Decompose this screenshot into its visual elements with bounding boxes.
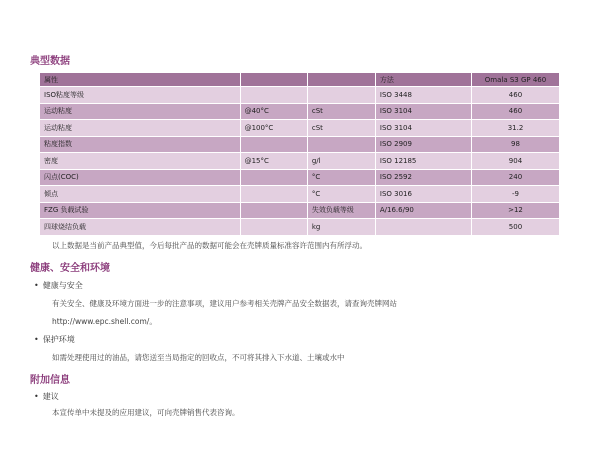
section-title-additional: 附加信息 bbox=[30, 375, 70, 386]
cell-value: 98 bbox=[471, 136, 559, 153]
table-row bbox=[40, 120, 560, 137]
environment-title: 保护环境 bbox=[42, 335, 75, 344]
cell-property: 运动粘度 bbox=[40, 120, 240, 137]
table-row bbox=[40, 169, 560, 186]
cell-value: 31.2 bbox=[471, 120, 559, 137]
cell-property: 粘度指数 bbox=[40, 136, 240, 153]
cell-value: 500 bbox=[471, 219, 559, 236]
cell-condition bbox=[240, 219, 307, 236]
cell-value: -9 bbox=[471, 186, 559, 203]
header-method: 方法 bbox=[375, 73, 471, 87]
cell-unit: kg bbox=[307, 219, 375, 236]
cell-property: 倾点 bbox=[40, 186, 240, 203]
cell-unit: cSt bbox=[307, 120, 375, 137]
cell-method bbox=[375, 219, 471, 236]
bullet: • bbox=[34, 281, 39, 290]
cell-value: 904 bbox=[471, 153, 559, 170]
cell-method: ISO 12185 bbox=[375, 153, 471, 170]
table-row bbox=[40, 219, 560, 236]
advice-text: 本宣传单中未提及的应用建议，可向壳牌销售代表咨询。 bbox=[52, 408, 240, 417]
health-safety-title: 健康与安全 bbox=[42, 281, 83, 290]
cell-condition bbox=[240, 186, 307, 203]
cell-property: 闪点(COC) bbox=[40, 169, 240, 186]
cell-condition bbox=[240, 136, 307, 153]
cell-condition: @15°C bbox=[240, 153, 307, 170]
cell-method: ISO 3448 bbox=[375, 87, 471, 104]
header-condition bbox=[240, 73, 307, 87]
cell-method: ISO 2909 bbox=[375, 136, 471, 153]
cell-value: 240 bbox=[471, 169, 559, 186]
cell-unit: cSt bbox=[307, 103, 375, 120]
cell-property: FZG 负载试验 bbox=[40, 202, 240, 219]
cell-condition bbox=[240, 202, 307, 219]
header-product: Omala S3 GP 460 bbox=[471, 73, 559, 87]
cell-condition bbox=[240, 169, 307, 186]
typical-data-table bbox=[40, 73, 560, 236]
section-title-hse: 健康、安全和环境 bbox=[30, 263, 110, 274]
cell-method: ISO 3104 bbox=[375, 120, 471, 137]
table-header-row bbox=[40, 73, 560, 87]
environment-heading bbox=[34, 334, 75, 345]
advice-title: 建议 bbox=[42, 392, 59, 401]
data-note: 以上数据是当前产品典型值，今后每批产品的数据可能会在壳牌质量标准容许范围内有所浮动。 bbox=[52, 241, 367, 250]
cell-condition bbox=[240, 87, 307, 104]
table-row bbox=[40, 136, 560, 153]
cell-condition: @40°C bbox=[240, 103, 307, 120]
section-title-typical-data: 典型数据 bbox=[30, 56, 70, 67]
cell-unit: 失效负载等级 bbox=[307, 202, 375, 219]
cell-value: 460 bbox=[471, 103, 559, 120]
cell-unit bbox=[307, 136, 375, 153]
cell-method: ISO 3104 bbox=[375, 103, 471, 120]
header-property: 属性 bbox=[40, 73, 240, 87]
cell-value: 460 bbox=[471, 87, 559, 104]
cell-unit: g/l bbox=[307, 153, 375, 170]
cell-method: A/16.6/90 bbox=[375, 202, 471, 219]
table-row bbox=[40, 103, 560, 120]
health-safety-text: 有关安全、健康及环境方面进一步的注意事项，建议用户参考相关壳牌产品安全数据表，请查询壳牌网站 bbox=[52, 299, 397, 308]
cell-value: >12 bbox=[471, 202, 559, 219]
bullet: • bbox=[34, 392, 39, 401]
environment-text: 如需处理使用过的油品，请您送至当局指定的回收点，不可将其排入下水道、土壤或水中 bbox=[52, 353, 345, 362]
cell-unit bbox=[307, 87, 375, 104]
health-safety-heading bbox=[34, 280, 83, 291]
table-row bbox=[40, 186, 560, 203]
header-unit bbox=[307, 73, 375, 87]
cell-property: 四球烧结负载 bbox=[40, 219, 240, 236]
cell-method: ISO 3016 bbox=[375, 186, 471, 203]
advice-heading bbox=[34, 391, 59, 402]
cell-condition: @100°C bbox=[240, 120, 307, 137]
table-row bbox=[40, 153, 560, 170]
cell-property: 密度 bbox=[40, 153, 240, 170]
cell-unit: °C bbox=[307, 169, 375, 186]
cell-property: ISO粘度等级 bbox=[40, 87, 240, 104]
table-row bbox=[40, 202, 560, 219]
shell-website-link[interactable]: http://www.epc.shell.com/。 bbox=[52, 317, 157, 326]
cell-unit: °C bbox=[307, 186, 375, 203]
cell-method: ISO 2592 bbox=[375, 169, 471, 186]
table-row bbox=[40, 87, 560, 104]
cell-property: 运动粘度 bbox=[40, 103, 240, 120]
bullet: • bbox=[34, 335, 39, 344]
